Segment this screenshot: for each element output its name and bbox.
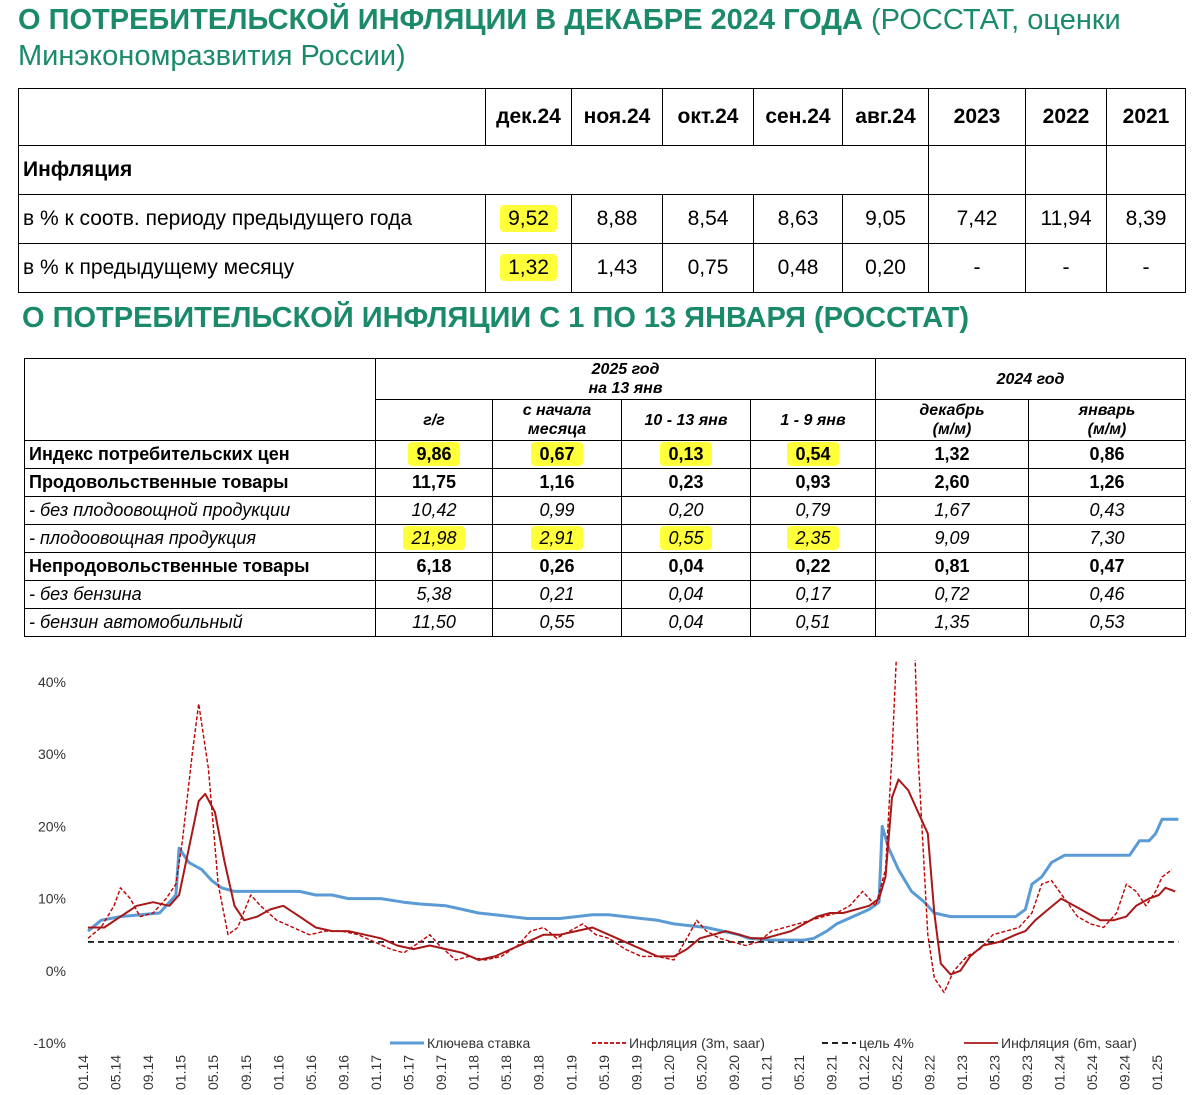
header-blank-cell	[25, 359, 376, 441]
series-line-3	[88, 780, 1175, 975]
table-cell: 1,26	[1029, 469, 1186, 497]
header-blank-cell	[19, 89, 486, 146]
table-cell: 0,53	[1029, 609, 1186, 637]
group-header-2025: 2025 год на 13 янв	[376, 359, 876, 400]
table-cell: 0,22	[751, 553, 876, 581]
table-cell: 0,26	[493, 553, 622, 581]
table-cell	[486, 244, 572, 293]
highlighted-value: 1,32	[500, 254, 557, 281]
table-row	[25, 553, 1186, 581]
x-tick-label: 05.19	[595, 1054, 612, 1090]
table-cell: 11,94	[1026, 195, 1107, 244]
x-tick-label: 05.20	[693, 1054, 710, 1090]
row-label: - без бензина	[25, 581, 376, 609]
table-cell: 0,43	[1029, 497, 1186, 525]
table-cell: 1,43	[572, 244, 663, 293]
table-cell: 5,38	[376, 581, 493, 609]
page-title-1	[18, 2, 1198, 74]
inflation-december-table	[18, 88, 1186, 293]
table-cell: 0,99	[493, 497, 622, 525]
table-cell: 10,42	[376, 497, 493, 525]
table-cell: 0,20	[843, 244, 929, 293]
x-tick-label: 09.16	[335, 1054, 352, 1090]
table-row	[19, 244, 1186, 293]
col-header: г/г	[376, 400, 493, 441]
col-header: авг.24	[843, 89, 929, 146]
table-row	[19, 146, 1186, 195]
table-header-row	[19, 89, 1186, 146]
x-tick-label: 05.18	[498, 1054, 515, 1090]
table-cell: 11,50	[376, 609, 493, 637]
table-row	[25, 441, 1186, 469]
highlighted-value: 9,86	[408, 442, 459, 466]
col-header: 2021	[1107, 89, 1186, 146]
x-tick-label: 09.21	[823, 1054, 840, 1090]
table-cell: 0,17	[751, 581, 876, 609]
table-cell: 1,32	[876, 441, 1029, 469]
y-tick-label: -10%	[33, 1035, 66, 1051]
table-cell: 7,30	[1029, 525, 1186, 553]
table-cell: 0,81	[876, 553, 1029, 581]
table-cell	[493, 525, 622, 553]
x-tick-label: 09.22	[921, 1054, 938, 1090]
x-tick-label: 09.20	[726, 1054, 742, 1090]
table-cell	[376, 525, 493, 553]
x-tick-label: 09.24	[1116, 1054, 1133, 1090]
x-tick-label: 01.22	[856, 1054, 873, 1090]
y-tick-label: 0%	[45, 962, 66, 979]
table-cell	[376, 441, 493, 469]
x-tick-label: 09.14	[140, 1054, 157, 1090]
x-tick-label: 09.18	[530, 1054, 547, 1090]
x-tick-label: 05.24	[1084, 1054, 1101, 1090]
inflation-january-table	[24, 358, 1186, 637]
section-label: Инфляция	[19, 146, 929, 195]
x-tick-label: 01.15	[172, 1054, 189, 1090]
x-tick-label: 01.18	[465, 1054, 482, 1090]
table-cell: 2,60	[876, 469, 1029, 497]
row-label: Продовольственные товары	[25, 469, 376, 497]
table-cell: 1,67	[876, 497, 1029, 525]
table-cell: 1,35	[876, 609, 1029, 637]
highlighted-value: 0,54	[787, 442, 838, 466]
x-tick-label: 01.24	[1051, 1054, 1068, 1090]
empty-cell	[929, 146, 1026, 195]
x-tick-label: 09.23	[1018, 1054, 1035, 1090]
table-row	[19, 195, 1186, 244]
table-cell: 9,09	[876, 525, 1029, 553]
table-cell	[486, 195, 572, 244]
page-title-2: О ПОТРЕБИТЕЛЬСКОЙ ИНФЛЯЦИИ С 1 ПО 13 ЯНВАРЯ (РОССТАТ)	[22, 302, 970, 334]
table-row	[25, 609, 1186, 637]
highlighted-value: 9,52	[500, 205, 557, 232]
table-cell: 0,23	[622, 469, 751, 497]
x-tick-label: 01.23	[953, 1054, 970, 1090]
row-label: Индекс потребительских цен	[25, 441, 376, 469]
table-cell: 11,75	[376, 469, 493, 497]
x-tick-label: 05.16	[302, 1054, 319, 1090]
highlighted-value: 2,35	[787, 526, 838, 550]
y-tick-label: 20%	[37, 818, 66, 835]
table-row	[25, 581, 1186, 609]
table-cell	[751, 525, 876, 553]
table-cell: 6,18	[376, 553, 493, 581]
col-header: окт.24	[663, 89, 754, 146]
legend-label: цель 4%	[859, 1035, 914, 1051]
table-cell: 0,04	[622, 609, 751, 637]
table-cell	[622, 441, 751, 469]
inflation-key-rate-chart	[0, 660, 1200, 1095]
table-cell: -	[1026, 244, 1107, 293]
x-tick-label: 05.21	[791, 1054, 808, 1090]
empty-cell	[1026, 146, 1107, 195]
x-tick-label: 09.15	[237, 1054, 254, 1090]
table-row	[25, 497, 1186, 525]
table-cell: 0,51	[751, 609, 876, 637]
col-header: 2023	[929, 89, 1026, 146]
table-cell: 0,86	[1029, 441, 1186, 469]
legend-label: Инфляция (3m, saar)	[629, 1035, 765, 1051]
x-tick-label: 01.14	[75, 1054, 91, 1090]
table-cell: 0,48	[754, 244, 843, 293]
x-tick-label: 01.17	[367, 1054, 384, 1090]
table-cell: 8,54	[663, 195, 754, 244]
table-row	[25, 469, 1186, 497]
table-cell	[622, 525, 751, 553]
row-label: в % к соотв. периоду предыдущего года	[19, 195, 486, 244]
empty-cell	[1107, 146, 1186, 195]
table-cell: 0,21	[493, 581, 622, 609]
table-cell: 9,05	[843, 195, 929, 244]
col-header: 1 - 9 янв	[751, 400, 876, 441]
row-label: Непродовольственные товары	[25, 553, 376, 581]
row-label: - плодоовощная продукция	[25, 525, 376, 553]
table-cell: -	[929, 244, 1026, 293]
table-cell: 8,63	[754, 195, 843, 244]
table-cell: 0,46	[1029, 581, 1186, 609]
y-tick-label: 30%	[37, 746, 66, 763]
x-tick-label: 01.20	[660, 1054, 677, 1090]
x-tick-label: 01.25	[1149, 1054, 1166, 1090]
col-header: 2022	[1026, 89, 1107, 146]
col-header: ноя.24	[572, 89, 663, 146]
title-1-rest: (РОССТАТ, оценки Минэкономразвития России)	[18, 4, 1121, 72]
col-header: сен.24	[754, 89, 843, 146]
highlighted-value: 0,55	[660, 526, 711, 550]
highlighted-value: 0,67	[531, 442, 582, 466]
group-header-2024: 2024 год	[876, 359, 1186, 400]
x-tick-label: 01.16	[270, 1054, 287, 1090]
table-cell: 0,93	[751, 469, 876, 497]
table-cell	[493, 441, 622, 469]
table-header-row	[25, 359, 1186, 400]
legend-label: Инфляция (6m, saar)	[1001, 1035, 1137, 1051]
table-cell: 0,04	[622, 581, 751, 609]
x-tick-label: 05.22	[888, 1054, 905, 1090]
table-cell: 0,20	[622, 497, 751, 525]
highlighted-value: 2,91	[531, 526, 582, 550]
series-line-0	[88, 819, 1178, 940]
table-cell: 0,04	[622, 553, 751, 581]
x-tick-label: 09.19	[628, 1054, 645, 1090]
table-cell: 7,42	[929, 195, 1026, 244]
table-cell: -	[1107, 244, 1186, 293]
table-cell: 0,55	[493, 609, 622, 637]
table-cell: 8,39	[1107, 195, 1186, 244]
col-header: декабрь (м/м)	[876, 400, 1029, 441]
table-cell: 8,88	[572, 195, 663, 244]
table-cell: 0,79	[751, 497, 876, 525]
table-cell: 0,75	[663, 244, 754, 293]
x-tick-label: 09.17	[433, 1054, 450, 1090]
title-1-bold: О ПОТРЕБИТЕЛЬСКОЙ ИНФЛЯЦИИ В ДЕКАБРЕ 2024 ГОДА	[18, 4, 863, 36]
x-tick-label: 05.23	[986, 1054, 1003, 1090]
x-tick-label: 05.14	[107, 1054, 124, 1090]
y-tick-label: 40%	[37, 674, 66, 690]
row-label: - без плодоовощной продукции	[25, 497, 376, 525]
highlighted-value: 21,98	[403, 526, 464, 550]
row-label: в % к предыдущему месяцу	[19, 244, 486, 293]
table-cell: 0,72	[876, 581, 1029, 609]
legend-label: Ключева ставка	[427, 1035, 531, 1051]
highlighted-value: 0,13	[660, 442, 711, 466]
col-header: 10 - 13 янв	[622, 400, 751, 441]
y-tick-label: 10%	[37, 890, 66, 907]
x-tick-label: 01.19	[563, 1054, 580, 1090]
x-tick-label: 05.15	[205, 1054, 222, 1090]
x-tick-label: 05.17	[400, 1054, 417, 1090]
col-header: январь (м/м)	[1029, 400, 1186, 441]
table-cell	[751, 441, 876, 469]
col-header: дек.24	[486, 89, 572, 146]
row-label: - бензин автомобильный	[25, 609, 376, 637]
x-tick-label: 01.21	[758, 1054, 775, 1090]
col-header: с начала месяца	[493, 400, 622, 441]
table-row	[25, 525, 1186, 553]
table-cell: 1,16	[493, 469, 622, 497]
table-cell: 0,47	[1029, 553, 1186, 581]
